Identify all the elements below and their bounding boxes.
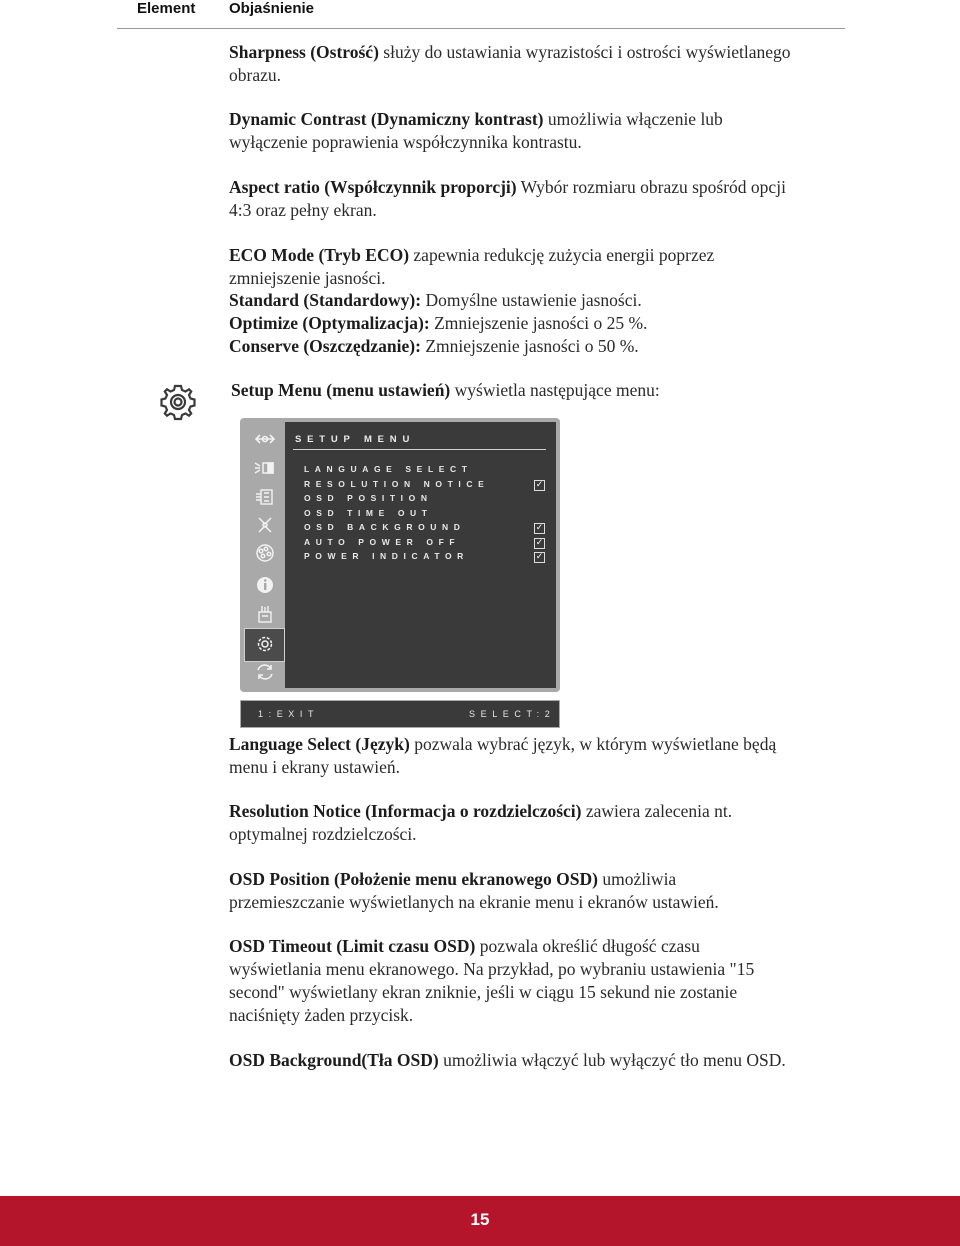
select-hint: SELECT:2 xyxy=(469,709,556,719)
column-header-description: Objaśnienie xyxy=(229,0,315,17)
osd-main-panel xyxy=(285,422,556,688)
table-header xyxy=(0,0,960,30)
image-adjust-icon xyxy=(253,514,277,536)
brightness-icon xyxy=(253,457,277,479)
column-header-element: Element xyxy=(137,0,196,17)
reset-icon xyxy=(253,661,277,683)
color-icon xyxy=(253,486,277,508)
osd-menu-item[interactable]: AUTO POWER OFF xyxy=(304,537,461,547)
input-icon xyxy=(253,428,277,450)
osd-menu-item[interactable]: RESOLUTION NOTICE xyxy=(304,479,490,489)
osd-title-divider xyxy=(293,449,546,450)
osd-item-checkbox[interactable]: ✓ xyxy=(535,552,544,562)
osd-item-checkbox[interactable]: ✓ xyxy=(535,523,544,533)
osd-title: SETUP MENU xyxy=(295,434,416,445)
osd-menu-item[interactable]: OSD BACKGROUND xyxy=(304,522,466,532)
exit-hint: 1:EXIT xyxy=(258,709,320,719)
page-number: 15 xyxy=(470,1210,490,1229)
osd-menu-item[interactable]: OSD TIME OUT xyxy=(304,508,433,518)
setup-gear-icon xyxy=(253,633,277,655)
osd-setup-menu-screen xyxy=(240,418,560,692)
header-divider xyxy=(117,28,845,29)
osd-menu-item[interactable]: POWER INDICATOR xyxy=(304,551,469,561)
information-icon xyxy=(253,574,277,596)
page-footer xyxy=(0,1196,960,1246)
osd-item-checkbox[interactable]: ✓ xyxy=(535,480,544,490)
color-adjust-icon xyxy=(253,542,277,564)
osd-menu-item[interactable]: LANGUAGE SELECT xyxy=(304,464,473,474)
osd-menu-item[interactable]: OSD POSITION xyxy=(304,493,433,503)
osd-item-checkbox[interactable]: ✓ xyxy=(535,538,544,548)
manual-adjust-icon xyxy=(253,603,277,625)
osd-sidebar xyxy=(244,422,284,688)
osd-button-hint-bar xyxy=(240,700,560,728)
setup-gear-icon xyxy=(158,382,198,422)
